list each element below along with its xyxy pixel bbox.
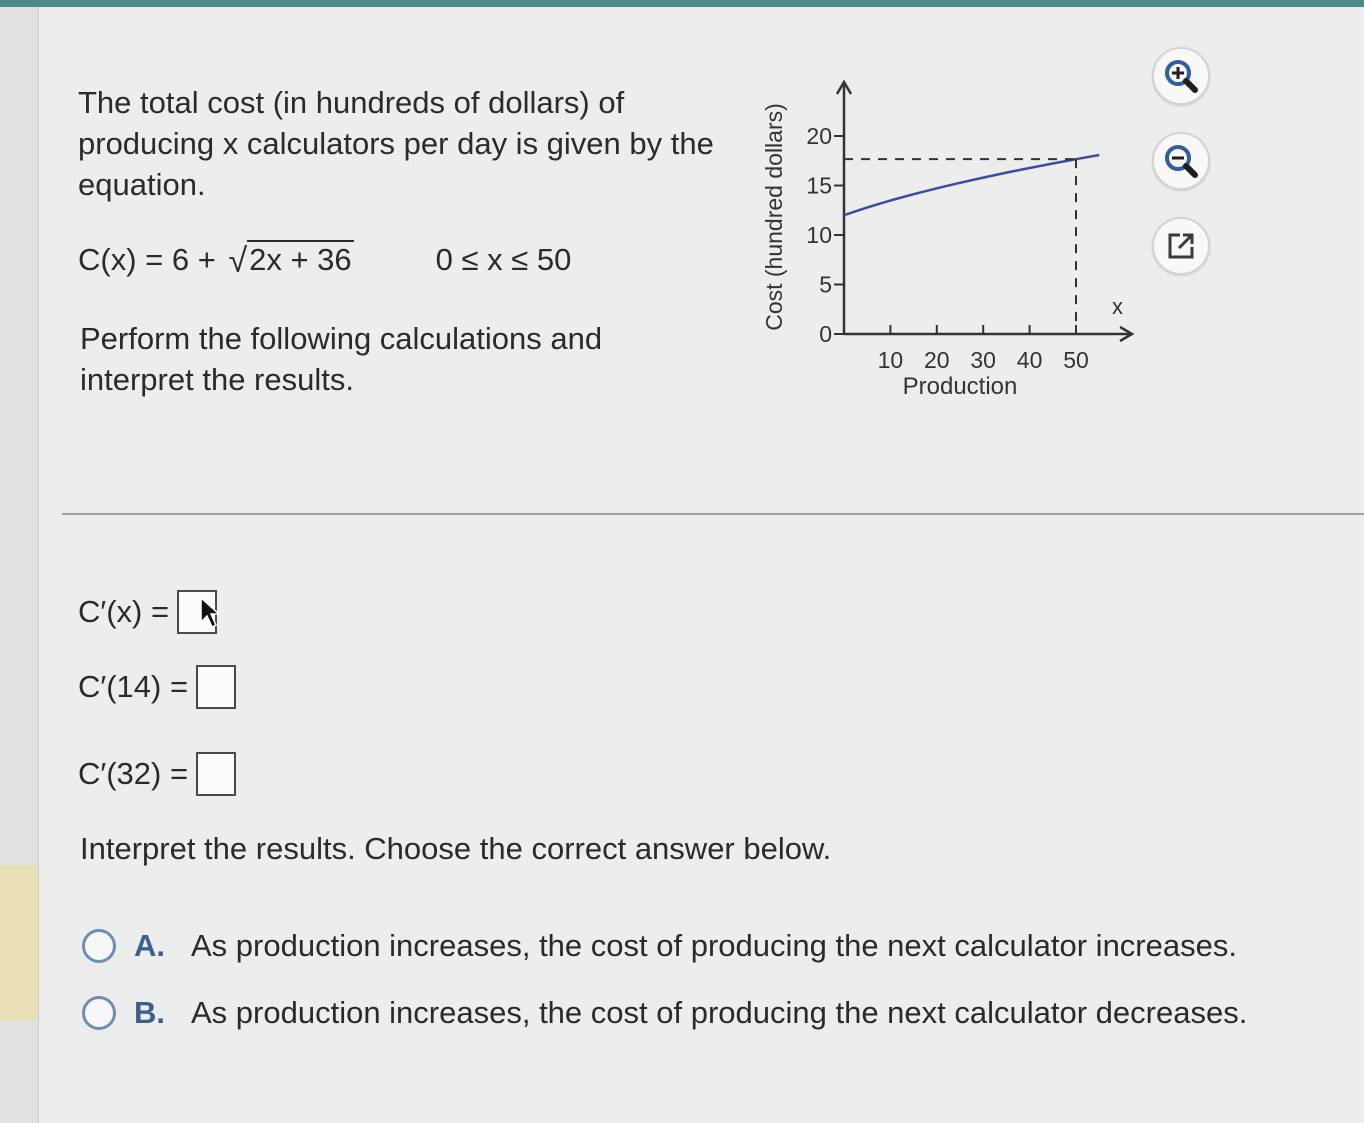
y-tick-label-0: 0 [819, 321, 832, 347]
section-divider [62, 513, 1364, 515]
question-intro: The total cost (in hundreds of dollars) of producing x calculators per day is given by the equation. [78, 85, 714, 202]
zoom-out-button[interactable] [1152, 132, 1210, 190]
cost-curve [844, 155, 1099, 215]
y-tick-label-5: 5 [819, 271, 832, 298]
x-tick-label-40: 40 [1016, 347, 1043, 373]
radical-sign: √ [228, 242, 248, 280]
mouse-pointer-icon [199, 596, 223, 630]
chart-ylabel: Cost (hundred dollars) [761, 103, 787, 331]
y-tick-label-20: 20 [806, 123, 832, 149]
left-rail-highlight [0, 865, 38, 1020]
y-tick-label-15: 15 [806, 172, 832, 199]
cost-chart-svg [752, 62, 1172, 412]
question-instructions: Perform the following calculations and interpret the results. [80, 321, 603, 397]
interpretation-prompt: Interpret the results. Choose the correct answer below. [80, 831, 832, 866]
answer-row-c32 [78, 752, 236, 796]
option-a-radio[interactable] [82, 929, 116, 963]
x-tick-label-20: 20 [924, 347, 950, 373]
option-b[interactable] [82, 995, 1247, 1031]
x-tick-label-30: 30 [970, 347, 996, 373]
cost-chart [752, 62, 1172, 412]
zoom-in-button[interactable] [1152, 47, 1210, 105]
external-link-icon [1164, 229, 1198, 263]
cost-equation [78, 242, 571, 281]
option-b-radio[interactable] [82, 996, 116, 1030]
option-a-letter: A. [134, 928, 165, 963]
answer-input-c32[interactable] [196, 752, 236, 796]
option-a[interactable] [82, 928, 1237, 964]
option-b-letter: B. [134, 995, 165, 1030]
option-b-text: As production increases, the cost of producing the next calculator decreases. [191, 995, 1248, 1030]
answer-input-derivative[interactable] [177, 590, 217, 634]
equation-domain: 0 ≤ x ≤ 50 [435, 242, 572, 277]
equation-radicand: 2x + 36 [249, 242, 352, 277]
equation-lhs: C(x) = 6 + [78, 242, 225, 277]
top-accent-strip [0, 0, 1364, 7]
answer-label-derivative: C′(x) = [78, 594, 170, 629]
answer-label-c14: C′(14) = [78, 669, 189, 704]
answer-label-c32: C′(32) = [78, 756, 189, 791]
x-tick-label-10: 10 [877, 347, 904, 373]
answer-row-c14 [78, 665, 236, 709]
option-a-text: As production increases, the cost of producing the next calculator increases. [191, 928, 1237, 963]
zoom-in-icon [1161, 56, 1201, 96]
equation-radical [228, 242, 353, 281]
zoom-out-icon [1161, 141, 1201, 181]
answer-input-c14[interactable] [196, 665, 236, 709]
y-tick-label-10: 10 [806, 222, 832, 248]
x-tick-label-50: 50 [1063, 347, 1089, 373]
answer-row-derivative [78, 590, 217, 634]
open-in-new-window-button[interactable] [1152, 217, 1210, 275]
chart-x-axis-letter: x [1112, 294, 1123, 319]
chart-xlabel: Production [902, 373, 1018, 400]
